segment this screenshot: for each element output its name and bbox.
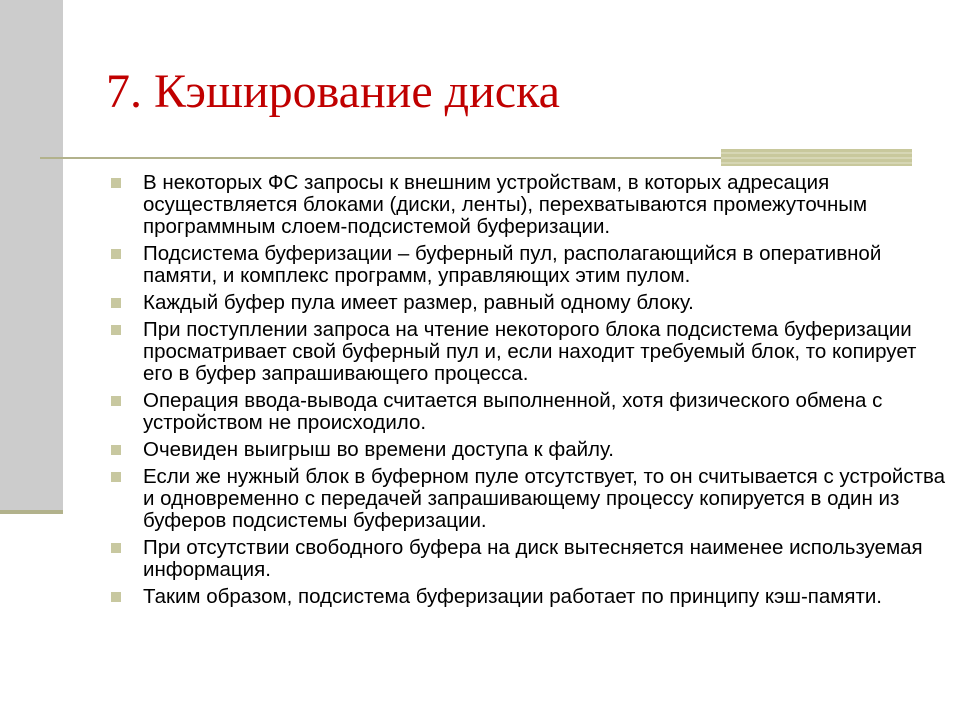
bullet-text: Таким образом, подсистема буферизации работает по принципу кэш-памяти. — [143, 585, 883, 608]
bullet-text: Операция ввода-вывода считается выполненной, хотя физического обмена с устройством не происходило. — [143, 389, 883, 434]
bullet-item — [106, 172, 946, 238]
bullet-square-icon — [111, 298, 121, 308]
bullet-square-icon — [111, 249, 121, 259]
bullet-square-icon — [111, 543, 121, 553]
bullet-item — [106, 439, 946, 461]
bullet-square-icon — [111, 396, 121, 406]
bullet-text: При отсутствии свободного буфера на диск вытесняется наименее используемая информация. — [143, 536, 923, 581]
bullet-item — [106, 243, 946, 287]
bullet-text: При поступлении запроса на чтение некоторого блока подсистема буферизации просматривает свой буферный пул и, если находит требуемый блок, то копирует его в буфер запрашивающего процесса. — [143, 318, 917, 385]
bullet-list — [106, 172, 946, 613]
bullet-item — [106, 319, 946, 385]
slide-title: 7. Кэширование диска — [106, 65, 560, 118]
bullet-item — [106, 537, 946, 581]
bullet-text: Каждый буфер пула имеет размер, равный одному блоку. — [143, 291, 694, 314]
bullet-text: Если же нужный блок в буферном пуле отсутствует, то он считывается с устройства и одновременно с передачей запрашивающему процессу копируется в один из буферов подсистемы буферизации. — [143, 465, 946, 532]
bullet-text: Подсистема буферизации – буферный пул, располагающийся в оперативной памяти, и комплекс программ, управляющих этим пулом. — [143, 242, 882, 287]
bullet-text: Очевиден выигрыш во времени доступа к файлу. — [143, 438, 614, 461]
bullet-square-icon — [111, 325, 121, 335]
bullet-text: В некоторых ФС запросы к внешним устройствам, в которых адресация осуществляется блоками (диски, ленты), перехватываются промежуточным программным слоем-подсистемой буферизации. — [143, 171, 868, 238]
title-accent-block — [721, 149, 912, 166]
left-side-bar-rule — [0, 510, 63, 514]
bullet-square-icon — [111, 592, 121, 602]
bullet-item — [106, 390, 946, 434]
left-side-bar — [0, 0, 63, 512]
bullet-square-icon — [111, 472, 121, 482]
bullet-item — [106, 586, 946, 608]
bullet-item — [106, 466, 946, 532]
bullet-item — [106, 292, 946, 314]
bullet-square-icon — [111, 445, 121, 455]
bullet-square-icon — [111, 178, 121, 188]
